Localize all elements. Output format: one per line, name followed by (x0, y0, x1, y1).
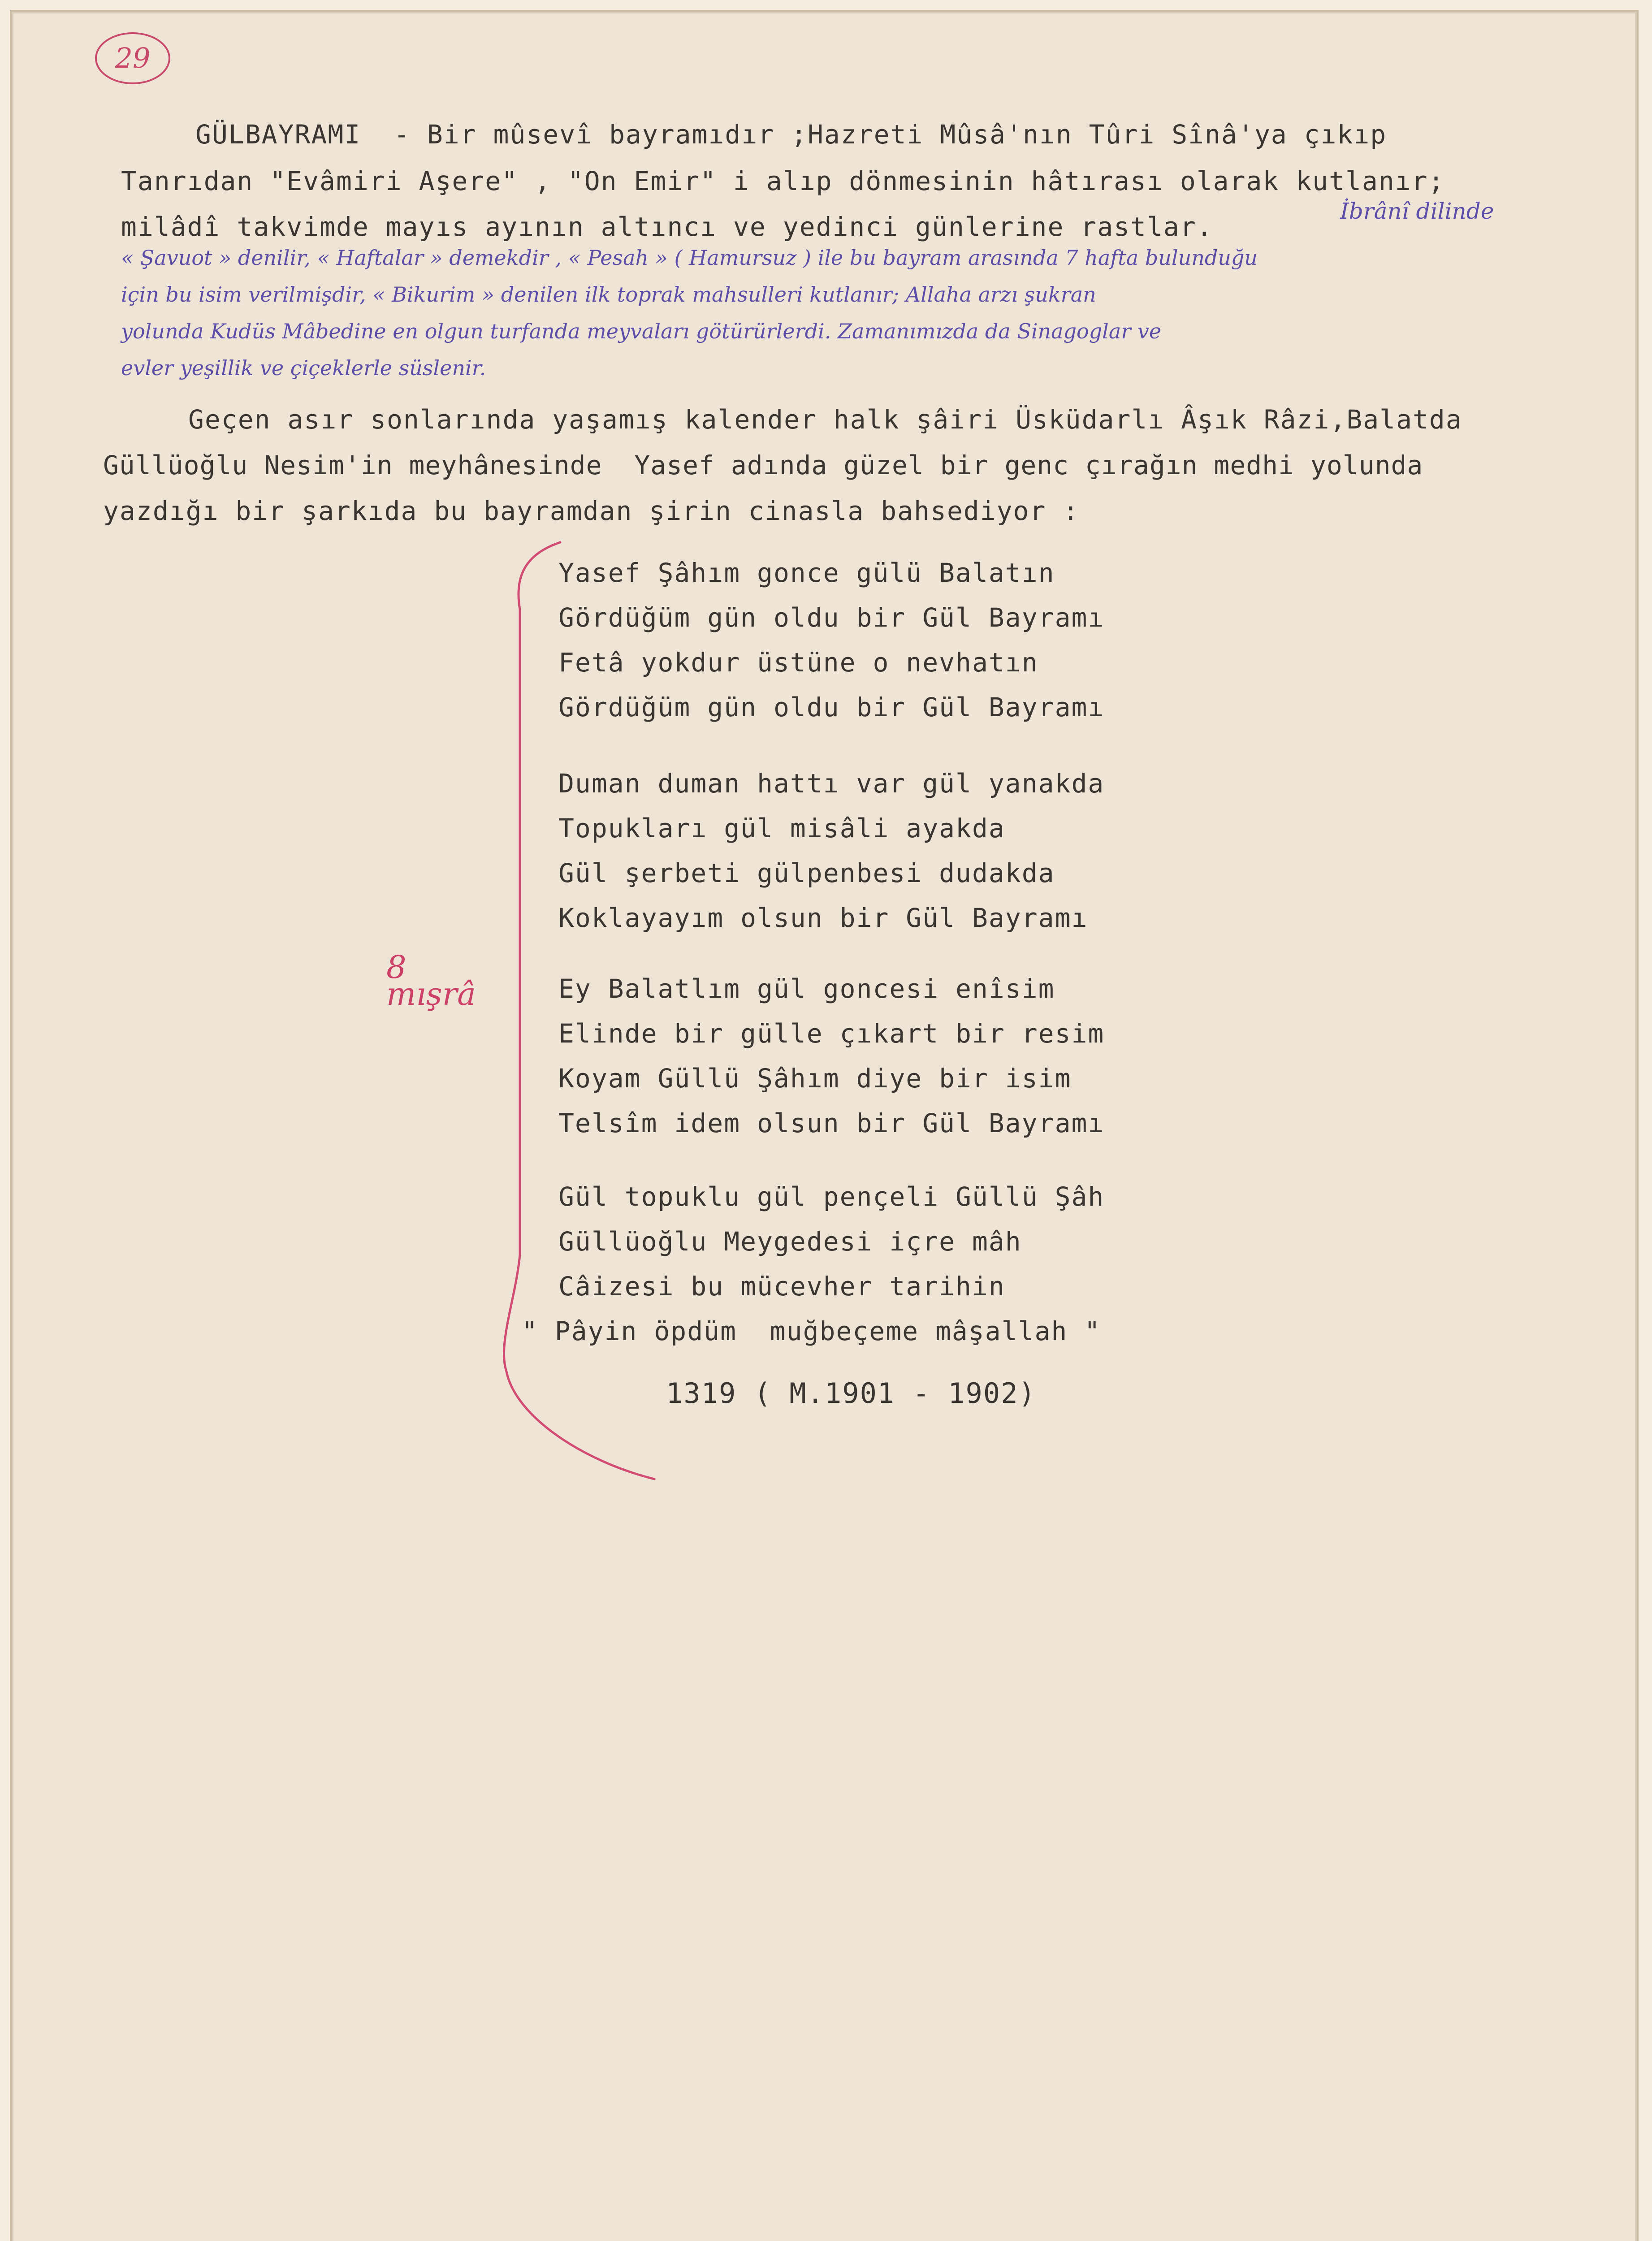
handwritten-note-line-5: evler yeşillik ve çiçeklerle süslenir. (121, 356, 486, 380)
poem-stanza-3-line-3: Koyam Güllü Şâhım diye bir isim (558, 1063, 1072, 1094)
poem-stanza-1-line-2: Gördüğüm gün oldu bir Gül Bayramı (558, 602, 1105, 633)
paragraph-2-line-1: Geçen asır sonlarında yaşamış kalender halk şâiri Üsküdarlı Âşık Râzi,Balatda (188, 404, 1462, 435)
poem-stanza-3-line-2: Elinde bir gülle çıkart bir resim (558, 1018, 1105, 1049)
handwritten-note-line-1: İbrânî dilinde (1340, 198, 1494, 224)
poem-stanza-2-line-3: Gül şerbeti gülpenbesi dudakda (558, 858, 1055, 888)
paragraph-1-line-2: Tanrıdan "Evâmiri Aşere" , "On Emir" i alıp dönmesinin hâtırası olarak kutlanır; (121, 166, 1445, 196)
handwritten-note-line-2: « Şavuot » denilir, « Haftalar » demekdir , « Pesah » ( Hamursuz ) ile bu bayram arasında 7 hafta bulunduğu (121, 246, 1258, 270)
paragraph-2-line-2: Güllüoğlu Nesim'in meyhânesinde Yasef adında güzel bir genc çırağın medhi yolunda (103, 450, 1423, 480)
poem-stanza-1-line-4: Gördüğüm gün oldu bir Gül Bayramı (558, 692, 1105, 722)
poem-stanza-2-line-2: Topukları gül misâli ayakda (558, 813, 1005, 844)
poem-stanza-4-line-4: " Pâyin öpdüm muğbeçeme mâşallah " (522, 1316, 1101, 1346)
margin-note: 8 mışrâ (386, 949, 476, 1012)
poem-date: 1319 ( M.1901 - 1902) (666, 1377, 1036, 1410)
paragraph-1-line-3: milâdî takvimde mayıs ayının altıncı ve yedinci günlerine rastlar. (121, 212, 1213, 242)
poem-stanza-4-line-1: Gül topuklu gül pençeli Güllü Şâh (558, 1181, 1105, 1212)
paragraph-2-line-3: yazdığı bir şarkıda bu bayramdan şirin cinasla bahsediyor : (103, 496, 1080, 526)
paragraph-1-line-1: GÜLBAYRAMI - Bir mûsevî bayramıdır ;Hazreti Mûsâ'nın Tûri Sînâ'ya çıkıp (195, 119, 1387, 150)
poem-stanza-1-line-1: Yasef Şâhım gonce gülü Balatın (558, 558, 1055, 588)
poem-stanza-2-line-1: Duman duman hattı var gül yanakda (558, 768, 1105, 799)
handwritten-note-line-4: yolunda Kudüs Mâbedine en olgun turfanda meyvaları götürürlerdi. Zamanımızda da Sinagoglar ve (121, 319, 1162, 343)
poem-stanza-3-line-4: Telsîm idem olsun bir Gül Bayramı (558, 1108, 1105, 1138)
page-number: 29 (95, 32, 170, 84)
poem-stanza-2-line-4: Koklayayım olsun bir Gül Bayramı (558, 903, 1088, 933)
poem-stanza-3-line-1: Ey Balatlım gül goncesi enîsim (558, 973, 1055, 1004)
poem-stanza-4-line-2: Güllüoğlu Meygedesi içre mâh (558, 1226, 1022, 1257)
handwritten-note-line-3: için bu isim verilmişdir, « Bikurim » denilen ilk toprak mahsulleri kutlanır; Allaha arzı şukran (121, 282, 1096, 307)
poem-stanza-4-line-3: Câizesi bu mücevher tarihin (558, 1271, 1005, 1302)
poem-stanza-1-line-3: Fetâ yokdur üstüne o nevhatın (558, 647, 1038, 678)
